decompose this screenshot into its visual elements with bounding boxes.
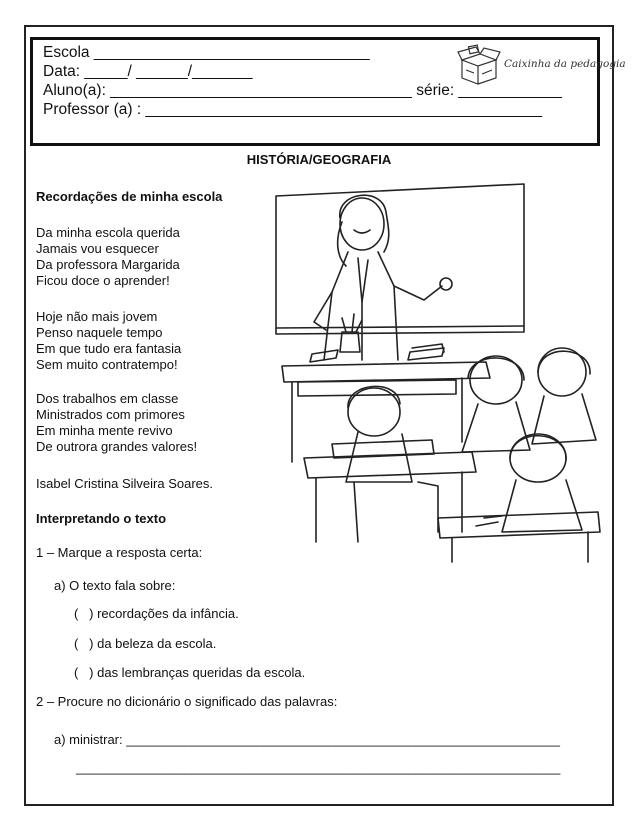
- question-1a: a) O texto fala sobre:: [54, 578, 176, 593]
- logo-text: Caixinha da pedagogia: [504, 58, 626, 70]
- question-2: 2 – Procure no dicionário o significado das palavras:: [36, 694, 338, 709]
- poem-stanza-2: [36, 309, 181, 373]
- poem-stanza-3: [36, 391, 197, 455]
- date-field[interactable]: Data: _____/ ______/_______: [43, 63, 253, 80]
- poem-line: Dos trabalhos em classe: [36, 391, 179, 406]
- poem-line: De outrora grandes valores!: [36, 439, 198, 454]
- option-2[interactable]: ( ) da beleza da escola.: [74, 636, 217, 651]
- answer-ministrar[interactable]: a) ministrar: ____________________________________________________________: [54, 732, 561, 747]
- poem-line: Em minha mente revivo: [36, 423, 173, 438]
- subject-title: HISTÓRIA/GEOGRAFIA: [246, 152, 392, 167]
- student-field[interactable]: Aluno(a): ___________________________________ série: ____________: [43, 82, 562, 99]
- answer-line[interactable]: ___________________________________________________________________: [76, 760, 561, 775]
- header-box: [30, 37, 626, 146]
- poem-stanza-1: [36, 225, 180, 289]
- poem-line: Da professora Margarida: [36, 257, 180, 272]
- teacher-field[interactable]: Professor (a) : ______________________________________________: [43, 101, 543, 118]
- box-logo-icon: [456, 44, 502, 88]
- logo: [456, 44, 626, 88]
- poem-line: Hoje não mais jovem: [36, 309, 158, 324]
- poem-author: Isabel Cristina Silveira Soares.: [36, 476, 214, 491]
- classroom-illustration: [262, 182, 604, 566]
- option-3[interactable]: ( ) das lembranças queridas da escola.: [74, 665, 306, 680]
- question-1: 1 – Marque a resposta certa:: [36, 545, 203, 560]
- poem-line: Sem muito contratempo!: [36, 357, 178, 372]
- option-1[interactable]: ( ) recordações da infância.: [74, 606, 239, 621]
- poem-line: Ministrados com primores: [36, 407, 185, 422]
- exercise-title: Interpretando o texto: [36, 511, 167, 526]
- poem-line: Em que tudo era fantasia: [36, 341, 182, 356]
- poem-line: Ficou doce o aprender!: [36, 273, 170, 288]
- poem-line: Da minha escola querida: [36, 225, 180, 240]
- poem-title: Recordações de minha escola: [36, 189, 223, 204]
- school-field[interactable]: Escola ________________________________: [43, 44, 370, 61]
- poem-line: Jamais vou esquecer: [36, 241, 159, 256]
- poem-line: Penso naquele tempo: [36, 325, 163, 340]
